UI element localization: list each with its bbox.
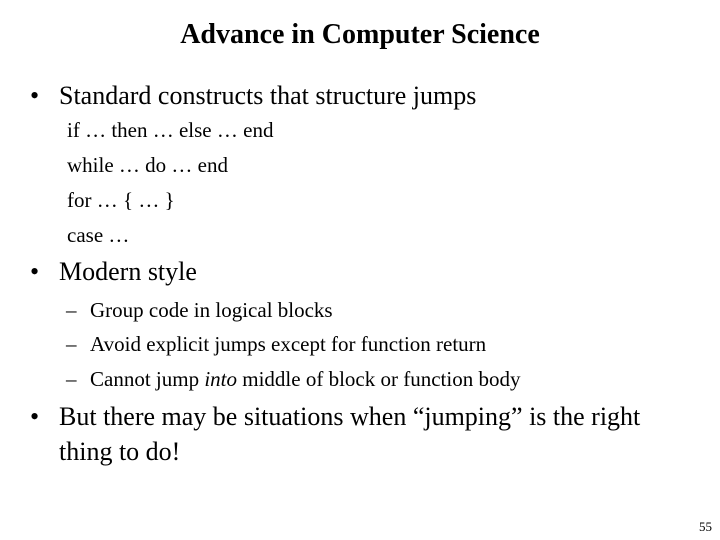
subitem-text-before: Cannot jump — [90, 367, 205, 391]
code-line-case: case … — [67, 223, 130, 247]
bullet-mark: • — [30, 402, 40, 431]
sub-mark: – — [66, 298, 77, 322]
subitem-text-after: middle of block or function body — [237, 367, 521, 391]
bullet-mark: • — [30, 257, 40, 286]
subitem-text: Group code in logical blocks — [90, 298, 333, 322]
subitem-cannot-jump — [66, 366, 520, 392]
code-line-while: while … do … end — [67, 153, 228, 177]
bullet-text: Modern style — [59, 257, 197, 286]
sub-mark: – — [66, 332, 77, 356]
sub-mark: – — [66, 367, 77, 391]
page-number: 55 — [699, 519, 712, 534]
bullet-standard-constructs — [30, 78, 476, 113]
subitem-avoid-jumps — [66, 331, 486, 357]
bullet-modern-style — [30, 254, 197, 289]
code-line-if: if … then … else … end — [67, 118, 274, 142]
bullet-mark: • — [30, 81, 40, 110]
bullet-text: Standard constructs that structure jumps — [59, 81, 477, 110]
slide-title: Advance in Computer Science — [180, 19, 540, 50]
subitem-text: Avoid explicit jumps except for function return — [90, 332, 487, 356]
subitem-group-code — [66, 297, 333, 323]
bullet-jumping-right-thing — [30, 399, 700, 469]
code-line-for: for … { … } — [67, 188, 175, 212]
subitem-emphasis: into — [204, 367, 238, 391]
bullet-text: But there may be situations when “jumping” is the right thing to do! — [59, 402, 641, 466]
